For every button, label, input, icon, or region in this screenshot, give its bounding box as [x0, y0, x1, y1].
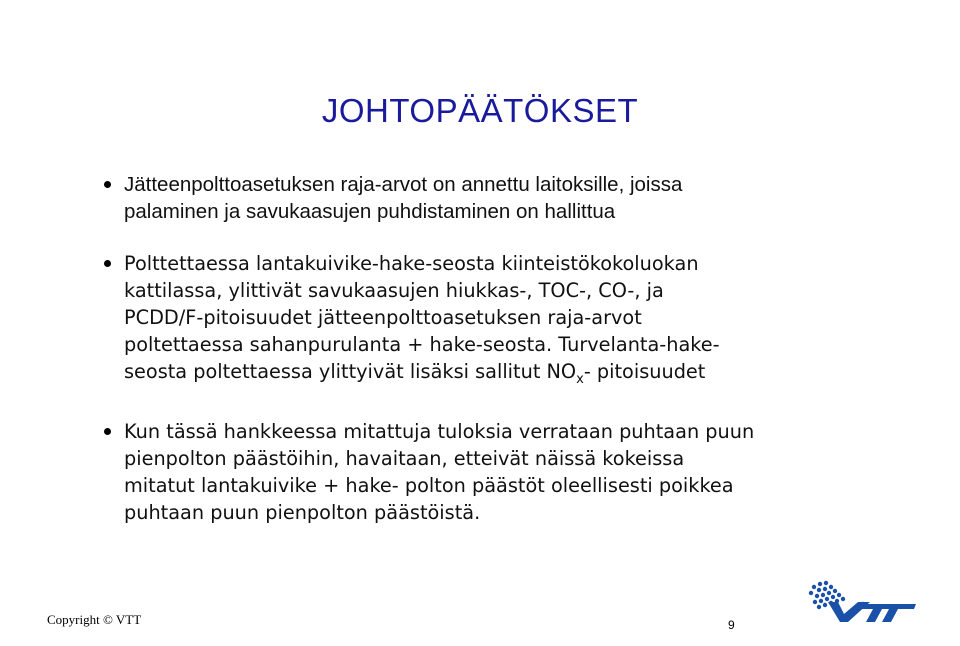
- bullet-item: [100, 250, 880, 393]
- bullet-line: Kun tässä hankkeessa mitattuja tuloksia verrataan puhtaan puun: [124, 420, 755, 443]
- bullet-line: Jätteenpolttoasetuksen raja-arvot on annettu laitoksille, joissa: [124, 173, 683, 196]
- bullet-line: mitatut lantakuivike + hake- polton päästöt oleellisesti poikkea: [124, 474, 734, 497]
- copyright-text: Copyright © VTT: [47, 612, 142, 627]
- bullet-item: [100, 418, 880, 526]
- bullet-dot-icon: [104, 428, 111, 435]
- bullet-line: puhtaan puun pienpolton päästöistä.: [124, 501, 481, 524]
- logo-text: VTT: [862, 602, 864, 603]
- bullet-line: - pitoisuudet: [583, 360, 706, 383]
- subscript-x: x: [576, 372, 584, 387]
- vtt-logo-icon: [806, 578, 918, 624]
- bullet-line: seosta poltettaessa ylittyivät lisäksi sallitut NO: [124, 360, 577, 383]
- bullet-dot-icon: [104, 181, 111, 188]
- bullet-line: kattilassa, ylittivät savukaasujen hiukkas-, TOC-, CO-, ja: [124, 279, 664, 302]
- bullet-line: poltettaessa sahanpurulanta + hake-seosta. Turvelanta-hake-: [124, 333, 720, 356]
- slide-title: JOHTOPÄÄTÖKSET: [321, 92, 639, 129]
- bullet-list: [100, 171, 880, 526]
- bullet-line: pienpolton päästöihin, havaitaan, etteivät näissä kokeissa: [124, 447, 685, 470]
- bullet-line: PCDD/F-pitoisuudet jätteenpolttoasetuksen raja-arvot: [124, 306, 642, 329]
- page-number: 9: [728, 618, 735, 632]
- bullet-line: Polttettaessa lantakuivike-hake-seosta kiinteistökokoluokan: [124, 252, 699, 275]
- bullet-line: palaminen ja savukaasujen puhdistaminen on hallittua: [124, 200, 616, 223]
- bullet-item: [100, 171, 880, 225]
- bullet-dot-icon: [104, 260, 111, 267]
